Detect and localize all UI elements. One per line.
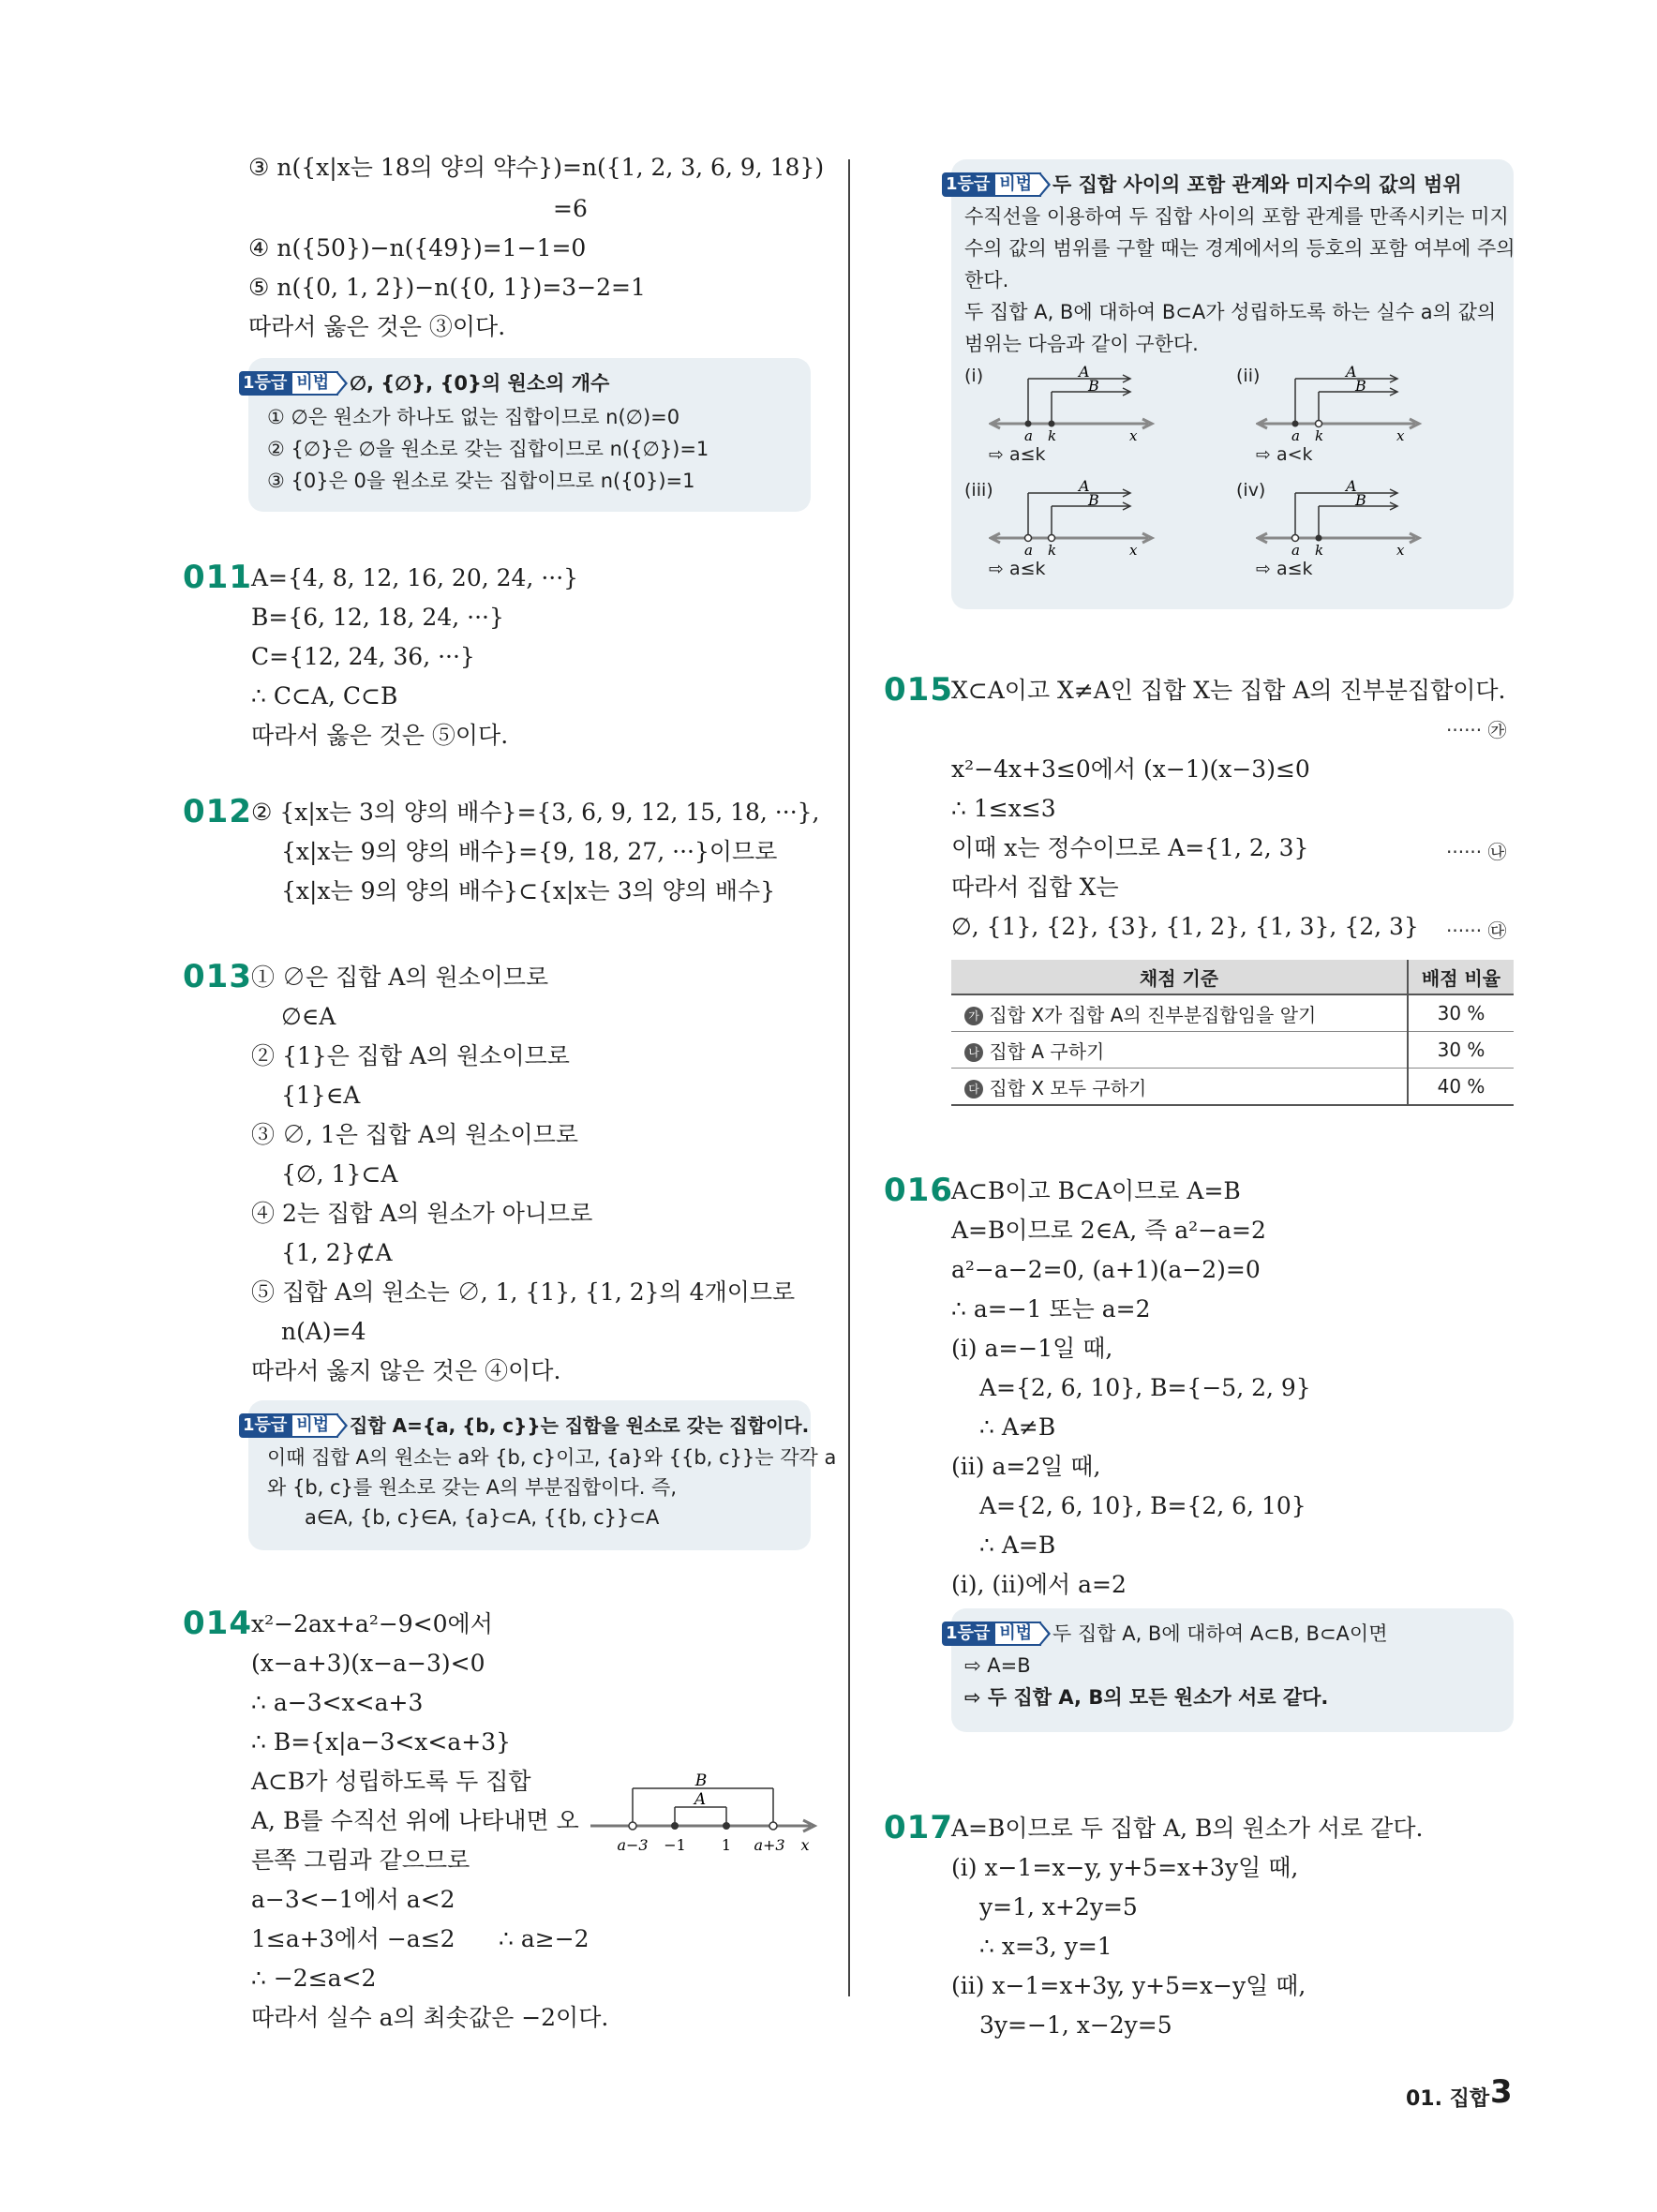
text-line: A, B를 수직선 위에 나타내면 오 [251,1807,579,1834]
text-line: ∴ a≥−2 [499,1925,590,1952]
text-line: ③ n({x|x는 18의 양의 약수})=n({1, 2, 3, 6, 9, 18}) [248,154,825,181]
text-line: 1≤a+3에서 −a≤2 [251,1925,455,1952]
tick-label: a−3 [617,1836,649,1854]
table-row [951,1032,1514,1069]
text-line: {x|x는 9의 양의 배수}⊂{x|x는 3의 양의 배수} [281,877,776,904]
axis-label: x [1129,542,1138,555]
text-line: ④ 2는 집합 A의 원소가 아니므로 [251,1200,593,1227]
text-line: {1, 2}⊄A [281,1239,393,1266]
tip-line: ⇨ 두 집합 A, B의 모든 원소가 서로 같다. [964,1686,1329,1709]
text-line: ∅∈A [281,1003,336,1030]
tip-title: 두 집합 A, B에 대하여 A⊂B, B⊂A이면 [1052,1622,1388,1645]
tip-box [243,1400,837,1550]
tip-title: 두 집합 사이의 포함 관계와 미지수의 값의 범위 [1052,173,1462,196]
table-cell: 집합 A 구하기 [989,1039,1105,1063]
table-row [951,994,1514,1032]
tick-label: 1 [721,1836,732,1854]
text-line: ∴ x=3, y=1 [979,1933,1112,1960]
tip-line: ② {∅}은 ∅을 원소로 갖는 집합이므로 n({∅})=1 [267,438,709,460]
problem-number: 016 [884,1172,953,1209]
text-line: 른쪽 그림과 같으므로 [251,1846,470,1874]
text-line: A={2, 6, 10}, B={−5, 2, 9} [979,1374,1311,1401]
text-line: A⊂B가 성립하도록 두 집합 [251,1768,531,1795]
tip-title: ∅, {∅}, {0}의 원소의 개수 [350,372,610,395]
text-line: (ii) a=2일 때, [951,1453,1101,1480]
text-line: (x−a+3)(x−a−3)<0 [251,1650,485,1677]
text-line: a−3<−1에서 a<2 [251,1886,455,1913]
problem-number: 017 [884,1809,953,1846]
axis-label: a [1291,542,1300,555]
text-line: ① ∅은 집합 A의 원소이므로 [251,964,549,991]
marker-badge: 다 [964,1080,983,1099]
set-label: A [1079,480,1090,495]
set-label: B [1355,491,1366,509]
table-row [951,1069,1514,1106]
text-line: ∴ B={x|a−3<x<a+3} [251,1728,512,1756]
column-divider [848,159,850,1996]
text-line: A=B이므로 2∈A, 즉 a²−a=2 [951,1217,1266,1244]
axis-label: a [1024,542,1033,555]
text-line: 따라서 집합 X는 [951,874,1119,901]
case-result: ⇨ a≤k [1256,559,1313,579]
closed-point [671,1822,679,1830]
axis-label: x [1396,542,1405,555]
set-label: A [694,1790,707,1809]
text-line: ⑤ n({0, 1, 2})−n({0, 1})=3−2=1 [248,274,646,301]
case-figure [1256,480,1425,555]
table-cell: 집합 X가 집합 A의 진부분집합임을 알기 [989,1003,1317,1026]
text-line: 이때 x는 정수이므로 A={1, 2, 3} [951,834,1309,861]
text-line: n(A)=4 [281,1318,366,1345]
closed-point [723,1822,730,1830]
text-line: {∅, 1}⊂A [281,1160,398,1188]
scoring-table [951,960,1514,1106]
marker: ······ ㉰ [1446,919,1507,942]
set-label: B [694,1771,708,1790]
text-line: X⊂A이고 X≠A인 집합 X는 집합 A의 진부분집합이다. [951,677,1506,704]
text-line: y=1, x+2y=5 [979,1893,1138,1921]
open-point [769,1822,777,1830]
text-line: ∴ 1≤x≤3 [951,795,1056,822]
case-label: (iii) [964,480,993,501]
tip-line: 한다. [964,269,1009,291]
marker-badge: 나 [964,1043,983,1062]
axis-label: a [1024,427,1033,441]
tip-line: 와 {b, c}를 원소로 갖는 A의 부분집합이다. 즉, [267,1476,678,1499]
tip-badge: 1등급 비법 [942,1622,1041,1646]
text-line: A⊂B이고 B⊂A이므로 A=B [951,1177,1241,1204]
text-line: B={6, 12, 18, 24, ···} [251,604,504,631]
table-cell: 40 % [1408,1069,1514,1106]
set-label: B [1088,377,1099,395]
axis-label: x [1129,427,1138,441]
page-number: 3 [1490,2073,1513,2111]
text-line: ∴ A=B [979,1532,1056,1559]
text-line: ∴ A≠B [979,1413,1056,1441]
marker: ······ ㉮ [1446,719,1507,741]
text-line: A={4, 8, 12, 16, 20, 24, ···} [251,564,579,591]
tip-line: a∈A, {b, c}∈A, {a}⊂A, {{b, c}}⊂A [305,1506,660,1529]
table-header: 배점 비율 [1408,960,1514,994]
tip-line: 수의 값의 범위를 구할 때는 경계에서의 등호의 포함 여부에 주의 [964,237,1515,260]
tip-line: ① ∅은 원소가 하나도 없는 집합이므로 n(∅)=0 [267,406,680,428]
text-line: 따라서 실수 a의 최솟값은 −2이다. [251,2004,609,2031]
tip-line: ③ {0}은 0을 원소로 갖는 집합이므로 n({0})=1 [267,470,695,492]
table-cell: 30 % [1408,1032,1514,1069]
text-line: a²−a−2=0, (a+1)(a−2)=0 [951,1256,1261,1283]
tip-badge: 1등급 비법 [942,172,1041,197]
chapter-label: 01. 집합 [1406,2087,1490,2111]
text-line: (i), (ii)에서 a=2 [951,1571,1127,1598]
axis-label: a [1291,427,1300,441]
case-label: (i) [964,366,984,386]
text-line: x²−4x+3≤0에서 (x−1)(x−3)≤0 [951,755,1310,783]
problem-number: 015 [884,671,953,709]
table-header: 채점 기준 [951,960,1408,994]
problem-number: 012 [183,793,252,830]
tip-line: 이때 집합 A의 원소는 a와 {b, c}이고, {a}와 {{b, c}}는 각각 a [267,1446,837,1469]
case-label: (iv) [1236,480,1266,501]
problem-number: 013 [183,958,252,995]
tip-box [946,1608,1514,1732]
text-line: ④ n({50})−n({49})=1−1=0 [248,234,587,262]
tip-box [243,358,811,512]
tip-box [946,159,1515,609]
text-line: 따라서 옳은 것은 ⑤이다. [251,722,509,749]
tip-title: 집합 A={a, {b, c}}는 집합을 원소로 갖는 집합이다. [350,1414,810,1437]
case-figure [1256,366,1425,441]
text-line: 3y=−1, x−2y=5 [979,2011,1172,2039]
open-point [629,1822,636,1830]
tick-label: a+3 [754,1836,785,1854]
case-result: ⇨ a≤k [989,444,1046,465]
text-line: (i) x−1=x−y, y+5=x+3y일 때, [951,1854,1299,1881]
tick-label: −1 [664,1836,686,1854]
text-line: C={12, 24, 36, ···} [251,643,475,670]
text-line: ③ ∅, 1은 집합 A의 원소이므로 [251,1121,578,1148]
case-label: (ii) [1236,366,1261,386]
tip-line: ⇨ A=B [964,1654,1031,1677]
text-line: ② {x|x는 3의 양의 배수}={3, 6, 9, 12, 15, 18, ···}, [251,799,820,826]
axis-label: k [1315,542,1324,555]
text-line: 따라서 옳은 것은 ③이다. [248,313,506,340]
marker: ······ ㉯ [1446,841,1507,863]
case-result: ⇨ a<k [1256,444,1313,465]
tip-badge: 1등급 비법 [239,371,338,396]
set-label: A [1079,366,1090,381]
set-label: B [1088,491,1099,509]
text-line: ∴ −2≤a<2 [251,1965,377,1992]
text-line: ∴ a−3<x<a+3 [251,1689,424,1716]
case-result: ⇨ a≤k [989,559,1046,579]
set-label: B [1355,377,1366,395]
text-line: ② {1}은 집합 A의 원소이므로 [251,1042,570,1069]
text-line: ∴ a=−1 또는 a=2 [951,1295,1151,1323]
text-line: =6 [553,195,588,222]
text-line: {1}∈A [281,1082,361,1109]
text-line: A={2, 6, 10}, B={2, 6, 10} [979,1492,1306,1519]
marker-badge: 가 [964,1007,983,1025]
text-line: A=B이므로 두 집합 A, B의 원소가 서로 같다. [951,1815,1424,1842]
axis-label: k [1315,427,1324,441]
text-line: x²−2ax+a²−9<0에서 [251,1610,493,1637]
text-line: (i) a=−1일 때, [951,1335,1113,1362]
case-figure [989,366,1157,441]
problem-number: 014 [183,1605,252,1642]
number-line-figure [586,1770,820,1863]
tip-line: 범위는 다음과 같이 구한다. [964,333,1199,355]
text-line: ∴ C⊂A, C⊂B [251,682,398,710]
case-figure [989,480,1157,555]
axis-label: k [1048,427,1057,441]
axis-label: k [1048,542,1057,555]
set-label: A [1346,480,1357,495]
tip-badge: 1등급 비법 [239,1413,338,1438]
tick-label: x [800,1836,810,1854]
text-line: ⑤ 집합 A의 원소는 ∅, 1, {1}, {1, 2}의 4개이므로 [251,1278,796,1306]
tip-line: 수직선을 이용하여 두 집합 사이의 포함 관계를 만족시키는 미지 [964,205,1509,228]
text-line: (ii) x−1=x+3y, y+5=x−y일 때, [951,1972,1306,1999]
problem-number: 011 [183,559,252,596]
table-cell: 집합 X 모두 구하기 [989,1076,1147,1099]
axis-label: x [1396,427,1405,441]
tip-line: 두 집합 A, B에 대하여 B⊂A가 성립하도록 하는 실수 a의 값의 [964,301,1497,323]
table-cell: 30 % [1408,994,1514,1032]
text-line: {x|x는 9의 양의 배수}={9, 18, 27, ···}이므로 [281,838,778,865]
text-line: ∅, {1}, {2}, {3}, {1, 2}, {1, 3}, {2, 3} [951,913,1419,940]
text-line: 따라서 옳지 않은 것은 ④이다. [251,1357,561,1384]
set-label: A [1346,366,1357,381]
